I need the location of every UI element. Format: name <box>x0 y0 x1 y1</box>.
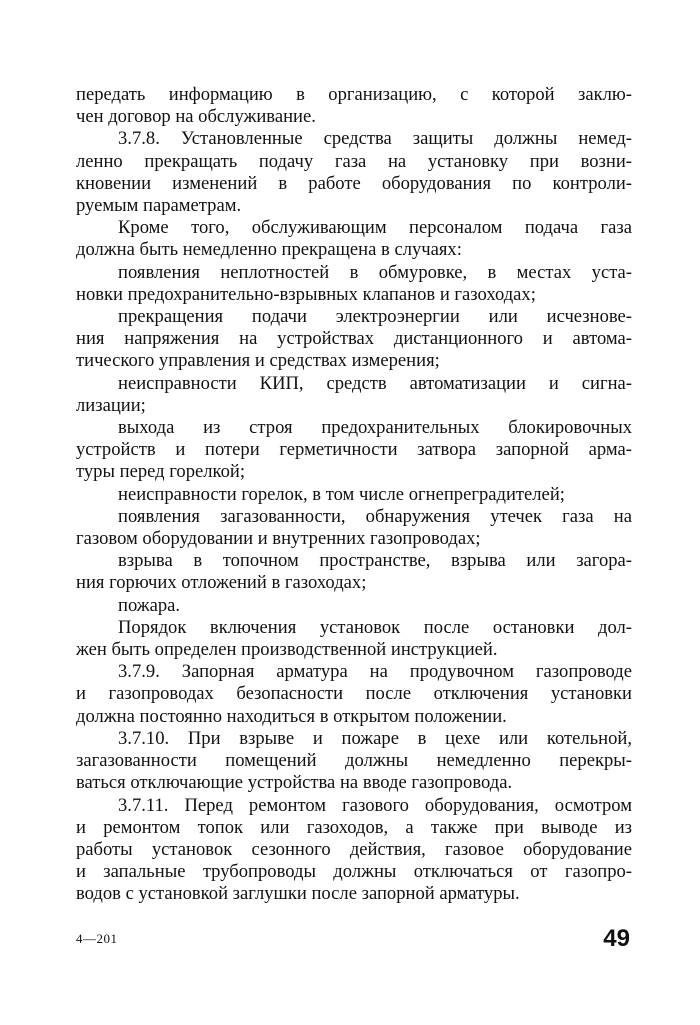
text-line: 3.7.11. Перед ремонтом газового оборудования, осмотром <box>118 794 632 816</box>
text-line: 3.7.9. Запорная арматура на продувочном газопроводе <box>118 661 632 683</box>
paragraph <box>76 484 632 506</box>
body-text <box>76 84 632 906</box>
text-line: газовом оборудовании и внутренних газопроводах; <box>76 528 481 550</box>
text-line: появления загазованности, обнаружения утечек газа на <box>118 505 632 527</box>
text-line: и запальные трубопроводы должны отключаться от газопро- <box>76 861 632 883</box>
text-line: выхода из строя предохранительных блокировочных <box>118 417 632 439</box>
paragraph <box>76 617 632 661</box>
text-line: неисправности КИП, средств автоматизации и сигна- <box>118 372 632 394</box>
text-line: Порядок включения установок после остановки дол- <box>118 616 632 638</box>
text-line: чен договор на обслуживание. <box>76 106 316 128</box>
text-line: появления неплотностей в обмуровке, в местах уста- <box>118 261 632 283</box>
text-line: ваться отключающие устройства на вводе газопровода. <box>76 772 513 794</box>
text-line: и ремонтом топок или газоходов, а также при выводе из <box>76 816 632 838</box>
paragraph <box>76 550 632 594</box>
text-line: туры перед горелкой; <box>76 461 246 483</box>
paragraph <box>76 128 632 217</box>
text-line: взрыва в топочном пространстве, взрыва или загора- <box>118 550 632 572</box>
text-line: тического управления и средствах измерения; <box>76 350 440 372</box>
text-line: должна быть немедленно прекращена в случаях: <box>76 239 462 261</box>
text-line: ния горючих отложений в газоходах; <box>76 572 367 594</box>
paragraph <box>76 506 632 550</box>
text-line: прекращения подачи электроэнергии или исчезнове- <box>118 306 632 328</box>
paragraph <box>76 595 632 617</box>
text-line: жен быть определен производственной инструкцией. <box>76 639 498 661</box>
text-line: передать информацию в организацию, с которой заклю- <box>76 84 632 105</box>
text-line: неисправности горелок, в том числе огнепреградителей; <box>118 483 565 505</box>
text-line: устройств и потери герметичности затвора запорной арма- <box>76 439 632 461</box>
text-line: должна постоянно находиться в открытом положении. <box>76 705 507 727</box>
text-line: новки предохранительно-взрывных клапанов и газоходах; <box>76 283 536 305</box>
paragraph <box>76 795 632 906</box>
paragraph <box>76 84 632 128</box>
text-line: руемым параметрам. <box>76 195 242 217</box>
paragraph <box>76 373 632 417</box>
paragraph <box>76 728 632 795</box>
text-line: 3.7.8. Установленные средства защиты должны немед- <box>118 128 632 150</box>
text-line: пожара. <box>118 594 181 616</box>
text-line: загазованности помещений должны немедленно перекры- <box>76 750 632 772</box>
printer-signature: 4—201 <box>76 931 118 946</box>
paragraph <box>76 262 632 306</box>
paragraph <box>76 417 632 484</box>
paragraph <box>76 217 632 261</box>
text-line: ленно прекращать подачу газа на установку при возни- <box>76 150 632 172</box>
paragraph <box>76 661 632 728</box>
text-line: работы установок сезонного действия, газовое оборудование <box>76 838 632 860</box>
page-number: 49 <box>603 925 630 952</box>
paragraph <box>76 306 632 373</box>
text-line: водов с установкой заглушки после запорной арматуры. <box>76 883 520 905</box>
text-line: кновении изменений в работе оборудования по контроли- <box>76 172 632 194</box>
text-line: Кроме того, обслуживающим персоналом подача газа <box>118 217 632 239</box>
text-line: и газопроводах безопасности после отключения установки <box>76 683 632 705</box>
text-line: лизации; <box>76 394 146 416</box>
text-line: 3.7.10. При взрыве и пожаре в цехе или котельной, <box>118 727 632 749</box>
text-line: ния напряжения на устройствах дистанционного и автома- <box>76 328 632 350</box>
